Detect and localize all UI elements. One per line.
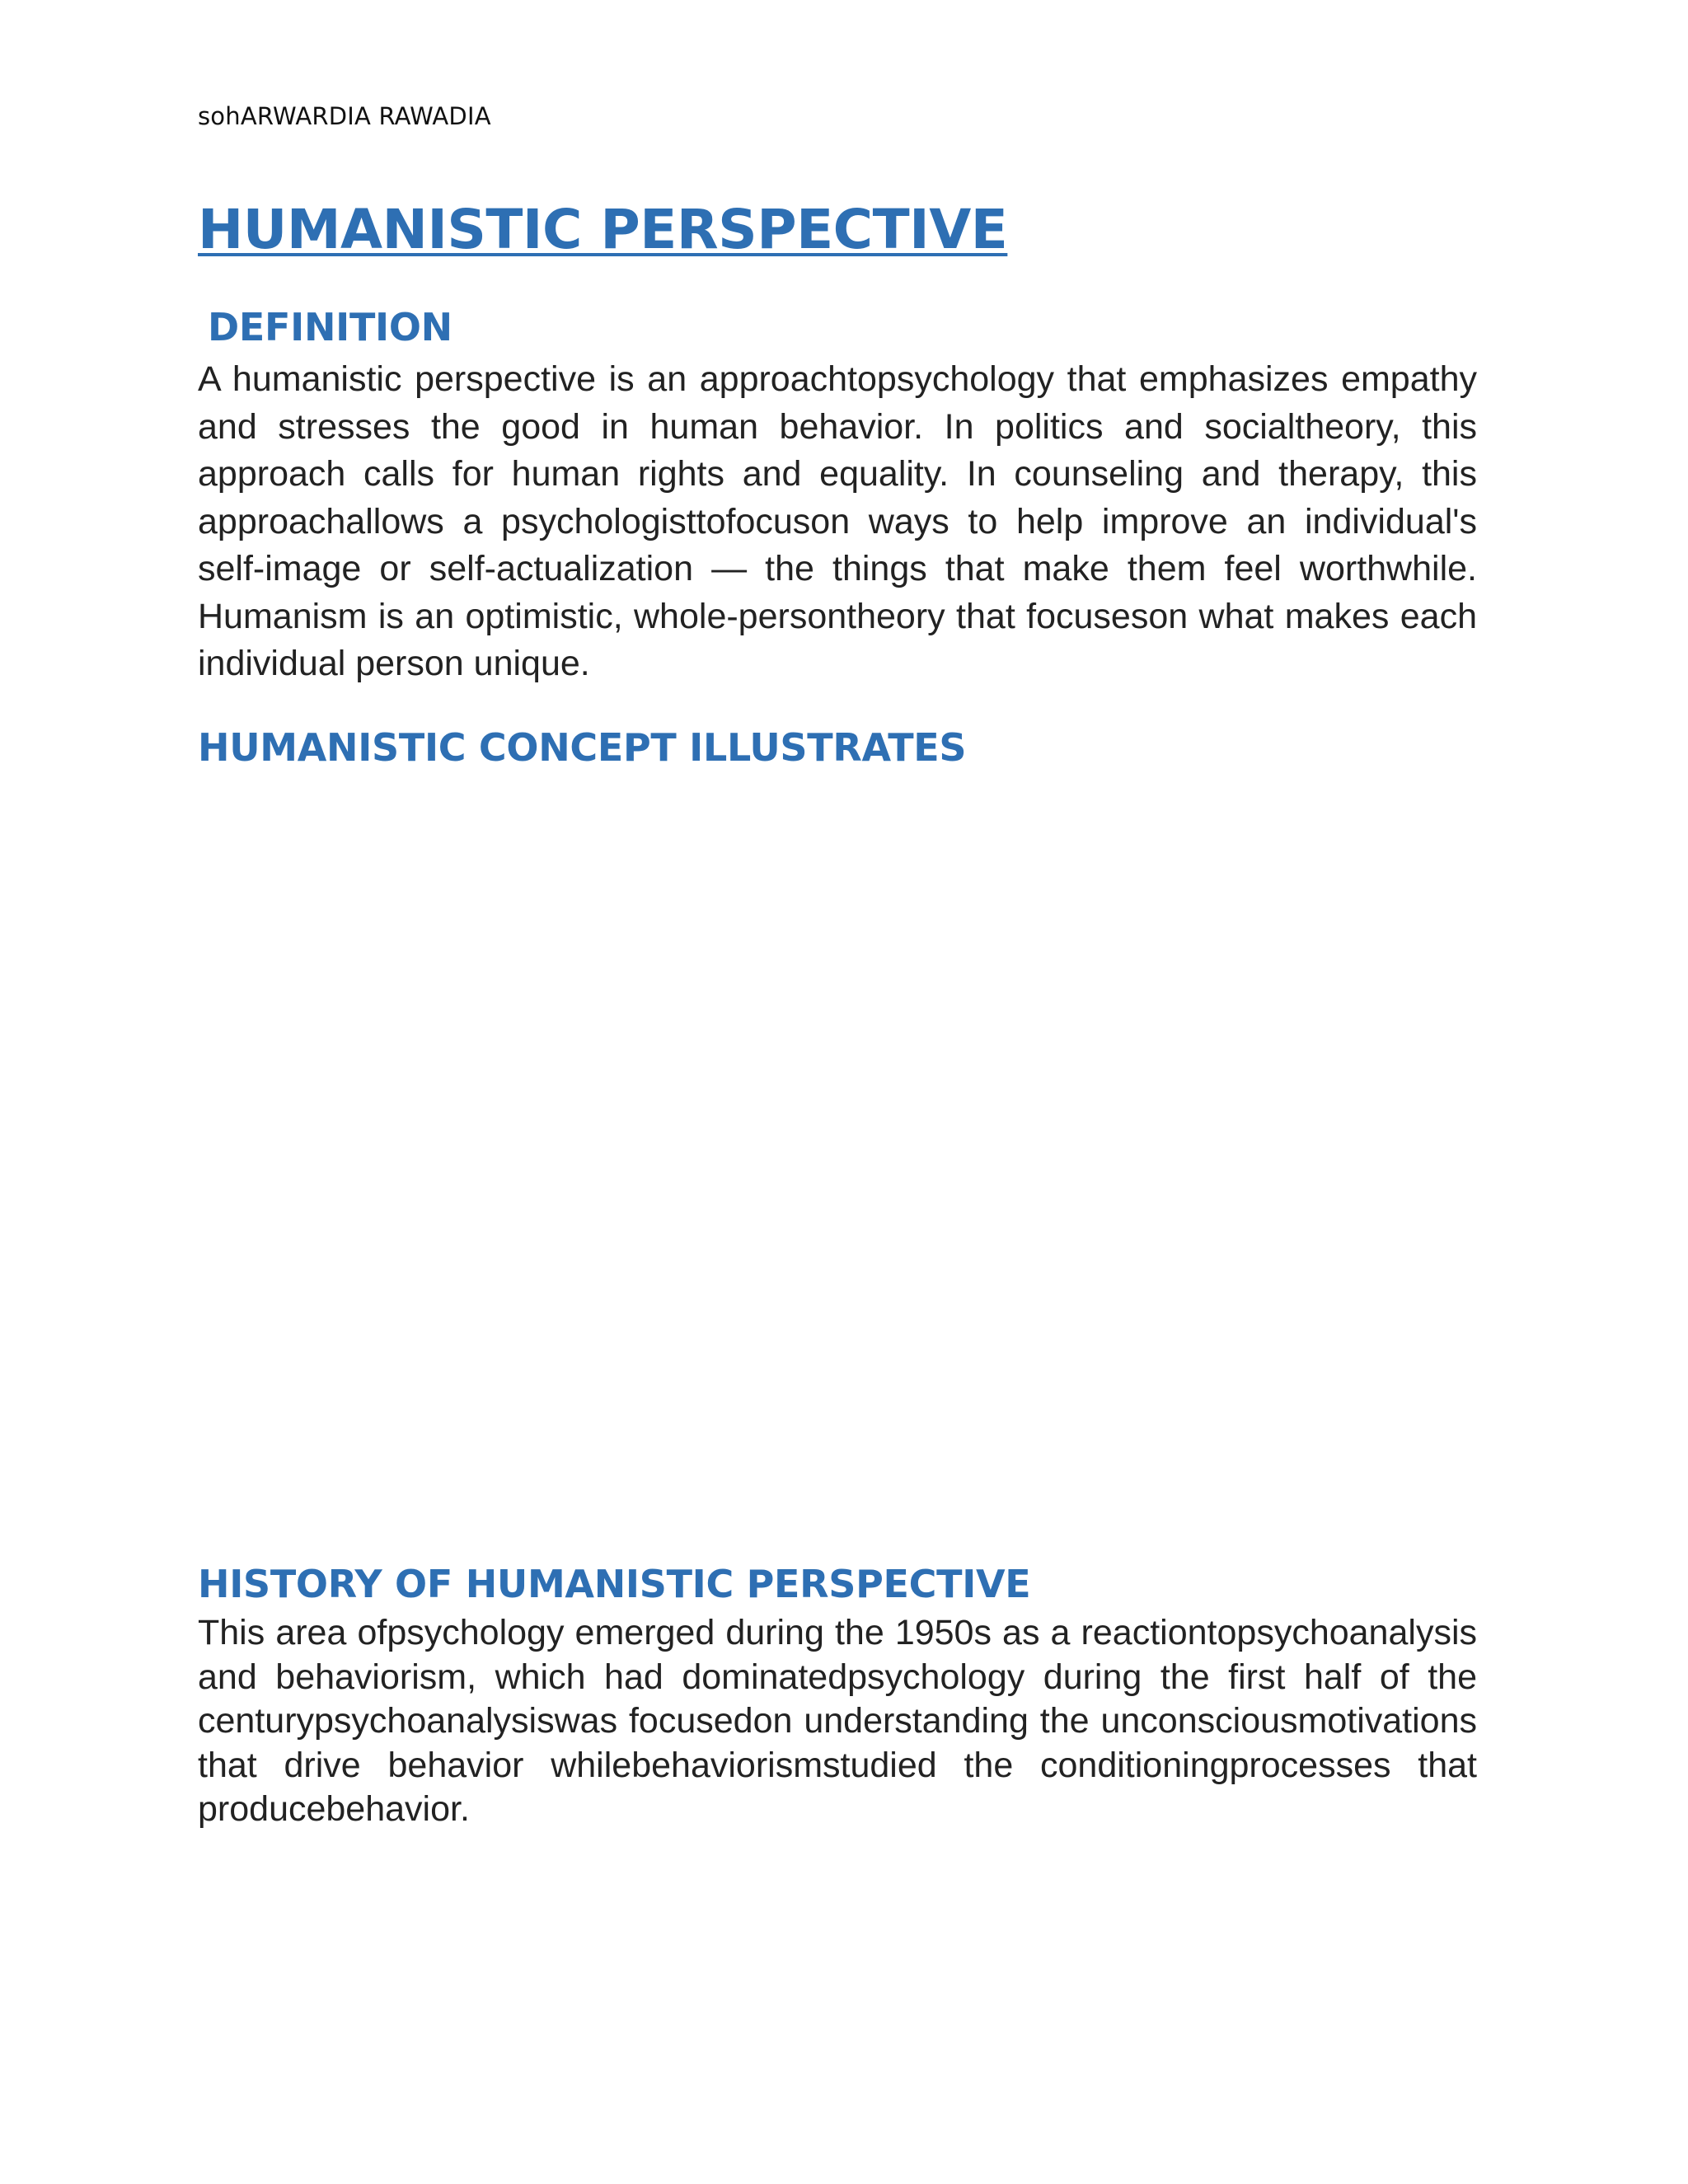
history-heading: HISTORY OF HUMANISTIC PERSPECTIVE [198,1562,1031,1606]
definition-heading: DEFINITION [208,305,452,349]
illustrates-heading: HUMANISTIC CONCEPT ILLUSTRATES [198,725,967,770]
header-author: sohARWARDIA RAWADIA [198,102,491,130]
history-paragraph: This area ofpsychology emerged during the 1950s as a reactiontopsychoanalysis and behaviorism, which had dominatedpsychology during the first half of the centurypsychoanalysiswas focusedon understanding the unconsciousmotivations that drive behavior whilebehaviorismstudied the conditioningprocesses that producebehavior. [198,1613,1477,1829]
document-title: HUMANISTIC PERSPECTIVE [198,198,1008,261]
definition-paragraph: A humanistic perspective is an approachtopsychology that emphasizes empathy and stresses the good in human behavior. In politics and socialtheory, this approach calls for human rights and equality. In counseling and therapy, this approachallows a psychologisttofocuson ways to help improve an individual's self-image or self-actualization — the things that make them feel worthwhile. Humanism is an optimistic, whole-persontheory that focuseson what makes each individual person unique. [198,359,1477,683]
illustration-placeholder [198,783,1477,1549]
